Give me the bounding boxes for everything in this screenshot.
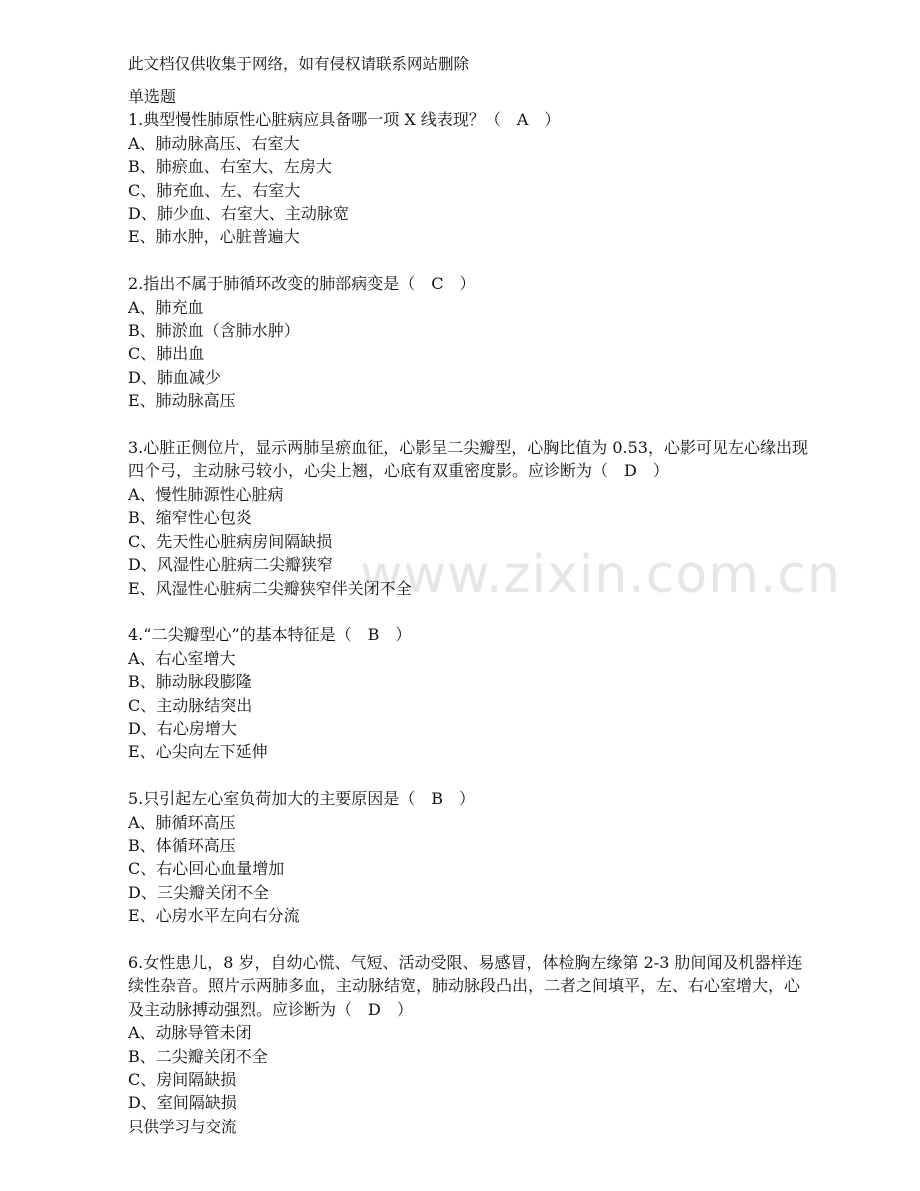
watermark: www.zixin.com.cn — [360, 545, 841, 605]
option-item: C、先天性心脏病房间隔缺损 — [128, 531, 333, 551]
option-item: A、肺动脉高压、右室大 — [128, 133, 300, 153]
option-item: E、肺动脉高压 — [128, 391, 236, 411]
question-stem: 2.指出不属于肺循环改变的肺部病变是（ C ） — [128, 274, 476, 294]
question-stem: 6.女性患儿，8 岁，自幼心慌、气短、活动受限、易感冒，体检胸左缘第 2-3 肋间闻及机器样连续性杂音。照片示两肺多血，主动脉结宽，肺动脉段凸出，二者之间填平，左、右心室增大，心及主动脉搏动强烈。应诊断为（ D ） — [128, 952, 803, 1019]
option-item: C、主动脉结突出 — [128, 695, 253, 715]
option-item: B、肺瘀血、右室大、左房大 — [128, 157, 332, 177]
option-item: E、风湿性心脏病二尖瓣狭窄伴关闭不全 — [128, 578, 412, 598]
question-block — [128, 787, 808, 927]
option-item: C、右心回心血量增加 — [128, 859, 285, 879]
option-item: D、室间隔缺损 — [128, 1093, 237, 1113]
question-stem: 1.典型慢性肺原性心脏病应具备哪一项 X 线表现？（ A ） — [128, 110, 561, 130]
option-item: B、体循环高压 — [128, 835, 236, 855]
option-item: B、肺淤血（含肺水肿） — [128, 321, 300, 341]
option-item: D、三尖瓣关闭不全 — [128, 882, 269, 902]
page-footer: 只供学习与交流 — [128, 1118, 237, 1136]
option-item: C、肺充血、左、右室大 — [128, 180, 301, 200]
option-item: E、肺水肿，心脏普遍大 — [128, 227, 300, 247]
question-block — [128, 272, 808, 412]
option-item: D、右心房增大 — [128, 718, 237, 738]
option-item: A、右心室增大 — [128, 648, 236, 668]
option-item: E、心尖向左下延伸 — [128, 742, 268, 762]
question-stem: 5.只引起左心室负荷加大的主要原因是（ B ） — [128, 789, 476, 809]
option-item: C、肺出血 — [128, 344, 205, 364]
option-item: E、心房水平左向右分流 — [128, 906, 300, 926]
option-item: A、慢性肺源性心脏病 — [128, 484, 284, 504]
option-item: C、房间隔缺损 — [128, 1069, 237, 1089]
option-item: A、肺循环高压 — [128, 812, 236, 832]
question-block — [128, 951, 808, 1115]
question-stem: 4.“二尖瓣型心”的基本特征是（ B ） — [128, 625, 412, 645]
page-header: 此文档仅供收集于网络，如有侵权请联系网站删除 — [128, 55, 470, 73]
option-item: A、动脉导管未闭 — [128, 1023, 252, 1043]
option-item: A、肺充血 — [128, 297, 204, 317]
question-block — [128, 108, 808, 248]
section-title: 单选题 — [128, 87, 177, 106]
question-stem: 3.心脏正侧位片，显示两肺呈瘀血征，心影呈二尖瓣型，心胸比值为 0.53，心影可见左心缘出现四个弓，主动脉弓较小，心尖上翘，心底有双重密度影。应诊断为（ D ） — [128, 438, 808, 481]
option-item: D、肺少血、右室大、主动脉宽 — [128, 204, 349, 224]
option-item: B、二尖瓣关闭不全 — [128, 1046, 268, 1066]
document-body — [128, 85, 808, 1115]
option-item: B、肺动脉段膨隆 — [128, 672, 252, 692]
question-block — [128, 623, 808, 763]
option-item: D、肺血减少 — [128, 367, 221, 387]
option-item: B、缩窄性心包炎 — [128, 508, 252, 528]
question-block — [128, 436, 808, 600]
option-item: D、风湿性心脏病二尖瓣狭窄 — [128, 555, 333, 575]
